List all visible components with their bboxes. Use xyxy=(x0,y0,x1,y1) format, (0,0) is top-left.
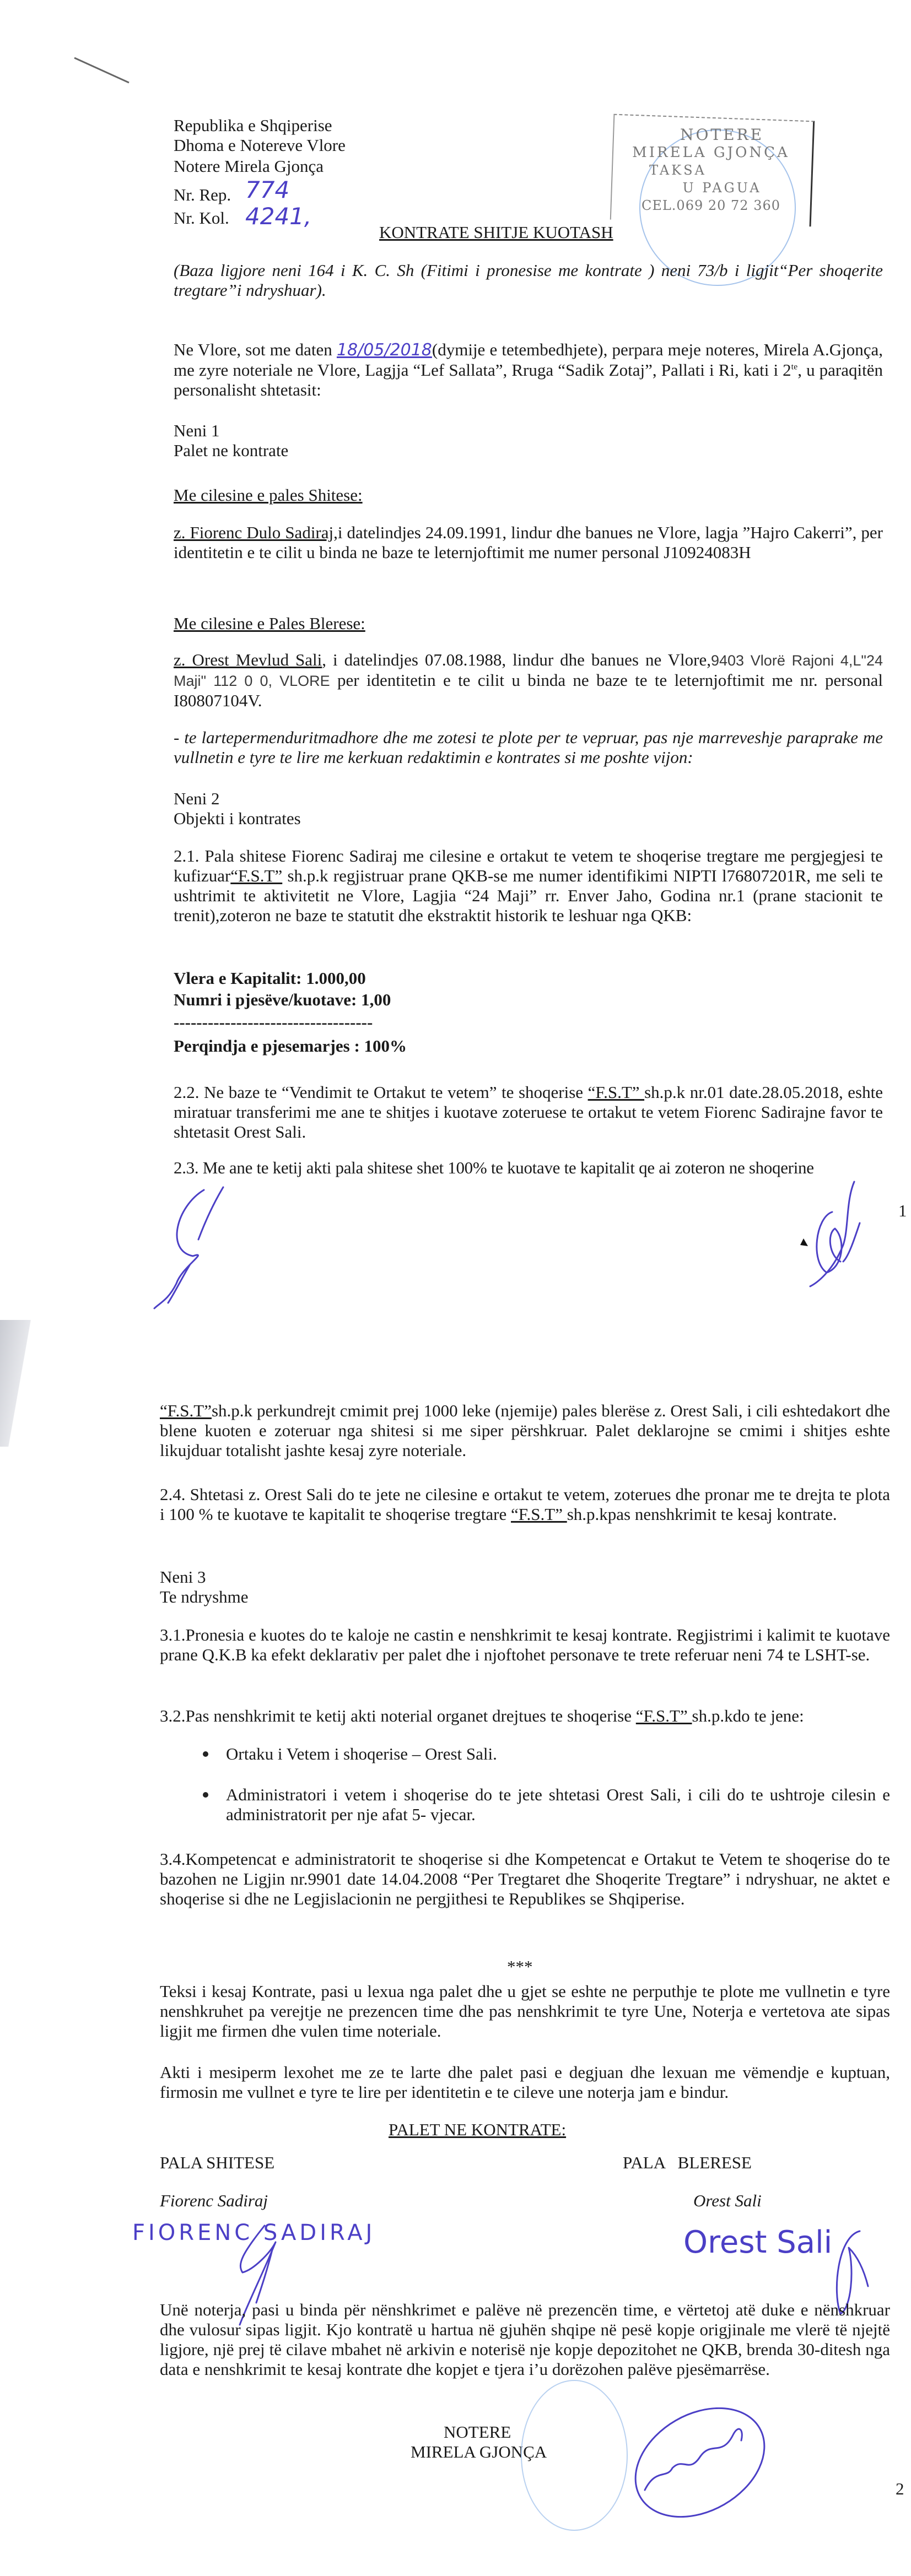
list-item: Ortaku i Vetem i shoqerise – Orest Sali. xyxy=(226,1744,497,1763)
intro-text-2: (dymije e tetembedhjete), perpara meje noteres, Mirela A.Gjonça, me zyre noteriale ne Vlore, Lagjja “Lef Sallata”, Rruga “Sadik Zotaj”, Pallati i Ri, kati i 2 xyxy=(174,340,883,380)
clause-2-1 xyxy=(174,846,883,926)
neni-1-heading: Neni 1 xyxy=(174,421,220,440)
clause-text: sh.p.kdo te jene: xyxy=(692,1706,804,1725)
buyer-paragraph xyxy=(174,650,883,711)
clause-3-1: 3.1.Pronesia e kuotes do te kaloje ne castin e nenshkrimit te kesaj kontrate. Regjistrimi i kalimit te kuotave prane Q.K.B ka efekt deklarativ per palet dhe i njoftohet personave te trete referuar neni 74 te LSHT-se. xyxy=(160,1625,890,1664)
stamp-line-1: NOTERE xyxy=(680,126,764,144)
seller-name: z. Fiorenc Dulo Sadiraj xyxy=(174,523,334,542)
clause-text: sh.p.k perkundrejt cmimit prej 1000 leke (njemije) pales blerëse z. Orest Sali, i cili eshtedakort dhe blene kuoten e zoteruar nga shitesi si me siper përshkruar. Palet deklarojne se cmimi i shitjes eshte likujduar totalisht jashte kesaj zyre noteriale. xyxy=(160,1401,890,1460)
bullet-icon xyxy=(203,1751,208,1757)
company-name: “F.S.T” xyxy=(511,1505,567,1524)
kol-label: Nr. Kol. xyxy=(174,208,229,228)
buyer-party-name: Orest Sali xyxy=(693,2191,762,2210)
clause-text: 3.2.Pas nenshkrimit te ketij akti noterial organet drejtues te shoqerise xyxy=(160,1706,636,1725)
stamp-line-3: TAKSA xyxy=(649,163,707,178)
shares-count: Numri i pjesëve/kuotave: 1,00 xyxy=(174,990,391,1009)
neni-1-subtitle: Palet ne kontrate xyxy=(174,441,289,460)
scan-shadow xyxy=(0,1320,33,1447)
buyer-handwritten-name: Orest Sali xyxy=(683,2225,833,2260)
clause-text: sh.p.k nr.01 date.28.05.2018, eshte miratuar transferimi me ane te shitjes i kuotave zoteruese te ortakut te vetem Fiorenc Sadirajne favor te shtetasit Orest Sali. xyxy=(174,1083,883,1141)
seller-handwritten-name: FIORENC SADIRAJ xyxy=(132,2220,376,2245)
seller-label: Me cilesine e pales Shitese: xyxy=(174,485,363,505)
section-separator: *** xyxy=(507,1957,533,1976)
stamp-line-4: U PAGUA xyxy=(682,180,762,196)
clause-2-4 xyxy=(160,1485,890,1524)
closing-paragraph-2: Akti i mesiperm lexohet me ze te larte dhe palet pasi e degjuan dhe lexuan me vëmendje e kuptuan, firmosin me vullnet e tyre te lire per identitetin e te cileve une noterja jam e bindur. xyxy=(160,2063,890,2102)
clause-3-2 xyxy=(160,1706,804,1726)
seller-party-name: Fiorenc Sadiraj xyxy=(160,2191,268,2210)
divider-dashes: ----------------------------------- xyxy=(174,1013,373,1032)
neni-3-heading: Neni 3 xyxy=(160,1567,206,1587)
company-name: “F.S.T” xyxy=(230,866,283,885)
rep-label: Nr. Rep. xyxy=(174,185,231,204)
neni-2-subtitle: Objekti i kontrates xyxy=(174,809,301,828)
clause-text: sh.p.k regjistruar prane QKB-se me numer identifikimi NIPTI l76807201R, me seli te ushtrimit te aktivitetit ne Vlore, Lagjia “24 Maji” rr. Enver Jaho, Godina nr.1 (prane stacionit te trenit),zoteron ne baze te statutit dhe ekstraktit historik te leshuar nga QKB: xyxy=(174,866,883,925)
list-item: Administratori i vetem i shoqerise do te jete shtetasi Orest Sali, i cili do te ushtroje cilesin e administratorit per nje afat 5- vjecar. xyxy=(226,1785,890,1824)
stamp-line-5: CEL.069 20 72 360 xyxy=(641,198,781,213)
company-name: “F.S.T” xyxy=(635,1706,692,1725)
bullet-icon xyxy=(203,1792,208,1798)
neni-3-subtitle: Te ndryshme xyxy=(160,1587,249,1606)
buyer-name: z. Orest Mevlud Sali xyxy=(174,650,322,669)
seller-signature-page-1 xyxy=(143,1184,254,1311)
clause-2-2 xyxy=(174,1083,883,1142)
notary-statement: Unë noterja, pasi u binda për nënshkrimet e palëve në prezencën time, e vërtetoj atë duke e nënshkruar dhe vulosur sipas ligjit. Kjo kontratë u hartua në gjuhën shqipe në pesë kopje origjinale me vlerë të njejtë ligjore, një prej të cilave mbahet në arkivin e noterisë nje kopje depozitohet ne QKB, brenda 30-ditesh nga data e nenshkrimit te kesaj kontrate dhe kopjet e tjera i’u dorëzohen palëve pjesëmarrëse. xyxy=(160,2300,890,2379)
header-notary: Notere Mirela Gjonça xyxy=(174,156,324,176)
header-chamber: Dhoma e Notereve Vlore xyxy=(174,136,346,155)
notary-name: MIRELA GJONÇA xyxy=(411,2442,547,2461)
company-name: “F.S.T” xyxy=(160,1401,212,1420)
stamp-line-2: MIRELA GJONÇA xyxy=(632,144,790,161)
page-number-2: 2 xyxy=(896,2479,904,2498)
buyer-party-label: PALA BLERESE xyxy=(623,2153,752,2172)
notary-seal-bottom xyxy=(521,2380,628,2531)
intro-text: Ne Vlore, sot me daten xyxy=(174,340,337,359)
legal-basis: (Baza ligjore neni 164 i K. C. Sh (Fitimi i pronesise me kontrate ) neni 73/b i ligjit“Per shoqerite tregtare”i ndryshuar). xyxy=(174,261,883,300)
buyer-details: , i datelindjes 07.08.1988, lindur dhe banues ne Vlore, xyxy=(322,650,711,669)
buyer-label: Me cilesine e Pales Blerese: xyxy=(174,614,365,633)
intro-paragraph xyxy=(174,340,883,400)
seller-details: ,i datelindjes 24.09.1991, lindur dhe banues ne Vlore, lagja ”Hajro Cakerri”, per identitetin e te cilit u binda ne baze te leternjoftimit me numer personal J10924083H xyxy=(174,523,883,562)
document-title: KONTRATE SHITJE KUOTASH xyxy=(379,223,613,242)
intro-text-3: , u paraqitën personalisht shtetasit: xyxy=(174,360,883,399)
seller-party-label: PALA SHITESE xyxy=(160,2153,275,2172)
seller-paragraph xyxy=(174,523,883,562)
page-number-1: 1 xyxy=(898,1201,907,1220)
scan-mark xyxy=(0,0,165,110)
kol-value: 4241, xyxy=(245,203,312,230)
capital-value: Vlera e Kapitalit: 1.000,00 xyxy=(174,968,366,988)
clause-2-3-continued xyxy=(160,1401,890,1460)
participation-percentage: Perqindja e pjesemarjes : 100% xyxy=(174,1036,407,1056)
notary-signature xyxy=(623,2407,777,2518)
clause-text: 2.4. Shtetasi z. Orest Sali do te jete ne cilesine e ortakut te vetem, zoterues dhe pronar me te drejta te plota i 100 % te kuotave te kapitalit te shoqerise tregtare xyxy=(160,1485,890,1524)
buyer-details-2: per identitetin e te cilit u binda ne baze te te leternjoftimit me nr. personal I80807104V. xyxy=(174,670,883,710)
buyer-address: 9403 Vlorë Rajoni 4,L"24 Maji" 112 0 0, VLORE xyxy=(174,652,883,689)
clause-text: 2.2. Ne baze te “Vendimit te Ortakut te vetem” te shoqerise xyxy=(174,1083,588,1102)
clause-2-3: 2.3. Me ane te ketij akti pala shitese shet 100% te kuotave te kapitalit qe ai zoteron ne shoqerine xyxy=(174,1158,814,1177)
clause-text: sh.p.kpas nenshkrimit te kesaj kontrate. xyxy=(567,1505,837,1524)
notary-title: NOTERE xyxy=(444,2422,511,2442)
company-name: “F.S.T” xyxy=(587,1083,645,1102)
neni-2-heading: Neni 2 xyxy=(174,789,220,808)
parties-heading: PALET NE KONTRATE: xyxy=(389,2120,567,2139)
clause-3-4: 3.4.Kompetencat e administratorit te shoqerise si dhe Kompetencat e Ortakut te Vetem te shoqerise do te bazohen ne Ligjin nr.9901 date 14.04.2008 “Per Tregtaret dhe Shoqerite Tregtare” i ndryshuar, ne aktet e shoqerise si dhe ne Legjislacionin ne pergjithesi te Republikes se Shqiperise. xyxy=(160,1849,890,1908)
rep-value: 774 xyxy=(245,176,290,203)
superscript: te xyxy=(791,362,798,372)
header-republic: Republika e Shqiperise xyxy=(174,116,332,135)
closing-paragraph-1: Teksi i kesaj Kontrate, pasi u lexua nga palet dhe u gjet se eshte ne perputhje te plote me vullnetin e tyre nenshkruhet pa verejtje ne prezencen time dhe pas nenshkrimit te tyre Une, Noterja e vertetova ate sipas ligjit me firmen dhe vulen time noteriale. xyxy=(160,1982,890,2041)
buyer-signature-page-1 xyxy=(794,1179,871,1289)
handwritten-date: 18/05/2018 xyxy=(336,340,432,360)
agreement-paragraph: - te lartepermenduritmadhore dhe me zotesi te plote per te vepruar, pas nje marreveshje paraprake me vullnetin e tyre te lire me kerkuan redaktimin e kontrates si me poshte vijon: xyxy=(174,728,883,767)
clause-text: 2.1. Pala shitese Fiorenc Sadiraj me cilesine e ortakut te vetem te shoqerise tregtare me pergjegjesi te kufizuar xyxy=(174,846,883,885)
